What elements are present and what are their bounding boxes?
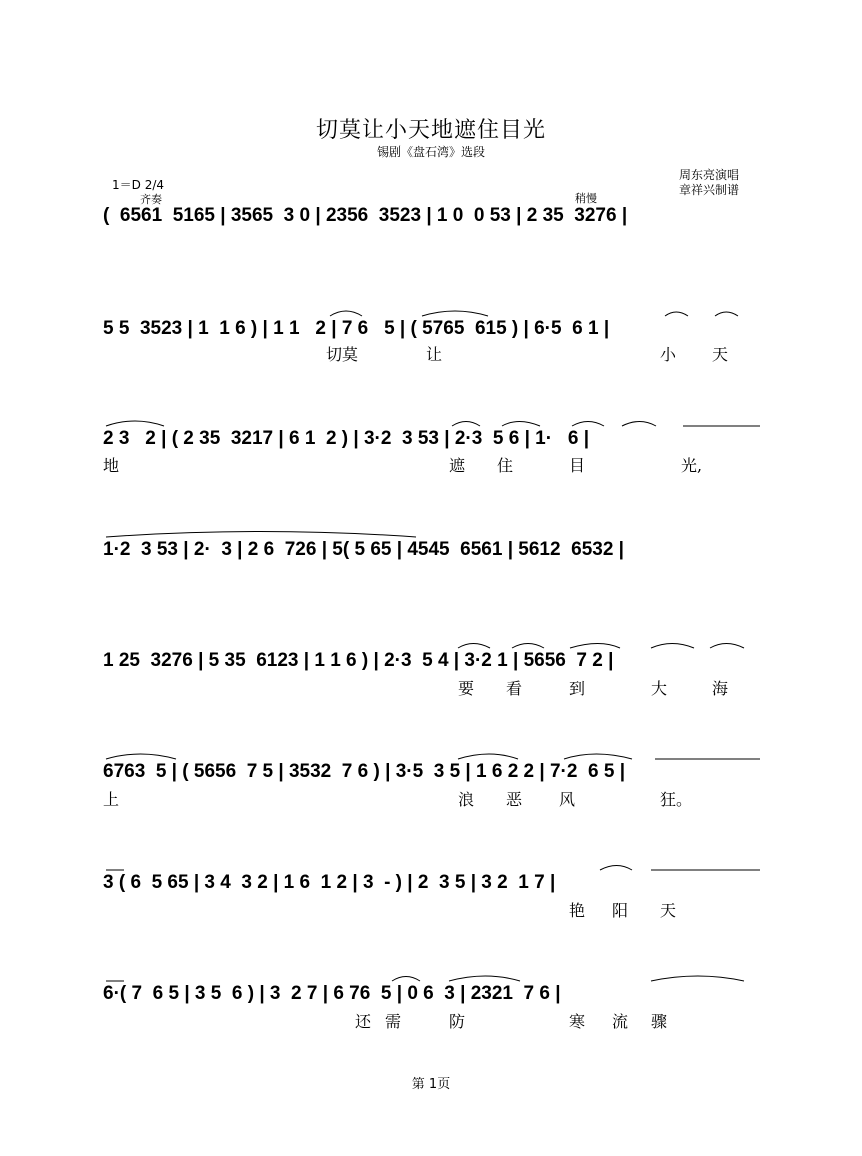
lyric-word: 住 [497,456,514,475]
shaoman-mark: 稍慢 [575,192,597,205]
lyric-word: 海 [712,679,729,698]
lyric-word: 遮 [449,456,466,475]
lyric-word: 小 [660,345,677,364]
staff-notes: 1·2 3 53 | 2· 3 | 2 6 726 | 5( 5 65 | 4545 6561 | 5612 6532 | [103,539,624,560]
lyric-word: 上 [103,790,120,809]
lyric-word: 到 [569,679,586,698]
lyric-word: 寒 [569,1012,586,1031]
lyric-word: 艳 [569,901,586,920]
singer-credit: 周东亮演唱 [679,168,740,182]
lyric-word: 让 [426,345,443,364]
lyric-word: 狂。 [660,790,693,809]
qizou-mark: 齐奏 [140,193,162,206]
lyric-word: 阳 [612,901,629,920]
lyric-word: 骤 [651,1012,668,1031]
transcriber-credit: 章祥兴制谱 [679,183,740,197]
lyric-word: 光, [681,456,703,475]
lyric-word: 流 [612,1012,629,1031]
lyric-word: 浪 [458,790,475,809]
lyric-word: 还 [355,1012,372,1031]
staff-notes: 1 25 3276 | 5 35 6123 | 1 1 6 ) | 2·3 5 4 | 3·2 1 | 5656 7 2 | [103,650,614,671]
lyric-word: 需 [385,1012,402,1031]
lyric-word: 目 [569,456,586,475]
lyric-word: 风 [559,790,576,809]
lyric-word: 恶 [506,790,523,809]
lyric-word: 天 [660,901,677,920]
staff-notes: 3 ( 6 5 65 | 3 4 3 2 | 1 6 1 2 | 3 - ) | 2 3 5 | 3 2 1 7 | [103,872,556,893]
lyric-word: 大 [651,679,668,698]
lyric-word: 切莫 [326,345,359,364]
staff-notes: 6763 5 | ( 5656 7 5 | 3532 7 6 ) | 3·5 3 5 | 1 6 2 2 | 7·2 6 5 | [103,761,626,782]
staff-notes: ( 6561 5165 | 3565 3 0 | 2356 3523 | 1 0 0 53 | 2 35 3276 | [103,205,628,226]
lyric-word: 天 [712,345,729,364]
page-title: 切莫让小天地遮住目光 [315,118,546,143]
lyric-word: 防 [449,1012,466,1031]
lyric-word: 地 [103,456,120,475]
lyric-word: 要 [458,679,475,698]
lyric-word: 看 [506,679,523,698]
staff-notes: 5 5 3523 | 1 1 6 ) | 1 1 2 | 7 6 5 | ( 5765 615 ) | 6·5 6 1 | [103,318,610,339]
page-subtitle: 锡剧《盘石湾》选段 [376,145,485,159]
key-signature: 1＝D 2/4 [112,178,165,192]
staff-notes: 6·( 7 6 5 | 3 5 6 ) | 3 2 7 | 6 76 5 | 0 6 3 | 2321 7 6 | [103,983,561,1004]
page-number: 第 1页 [411,1077,451,1092]
staff-notes: 2 3 2 | ( 2 35 3217 | 6 1 2 ) | 3·2 3 53 | 2·3 5 6 | 1· 6 | [103,428,590,449]
